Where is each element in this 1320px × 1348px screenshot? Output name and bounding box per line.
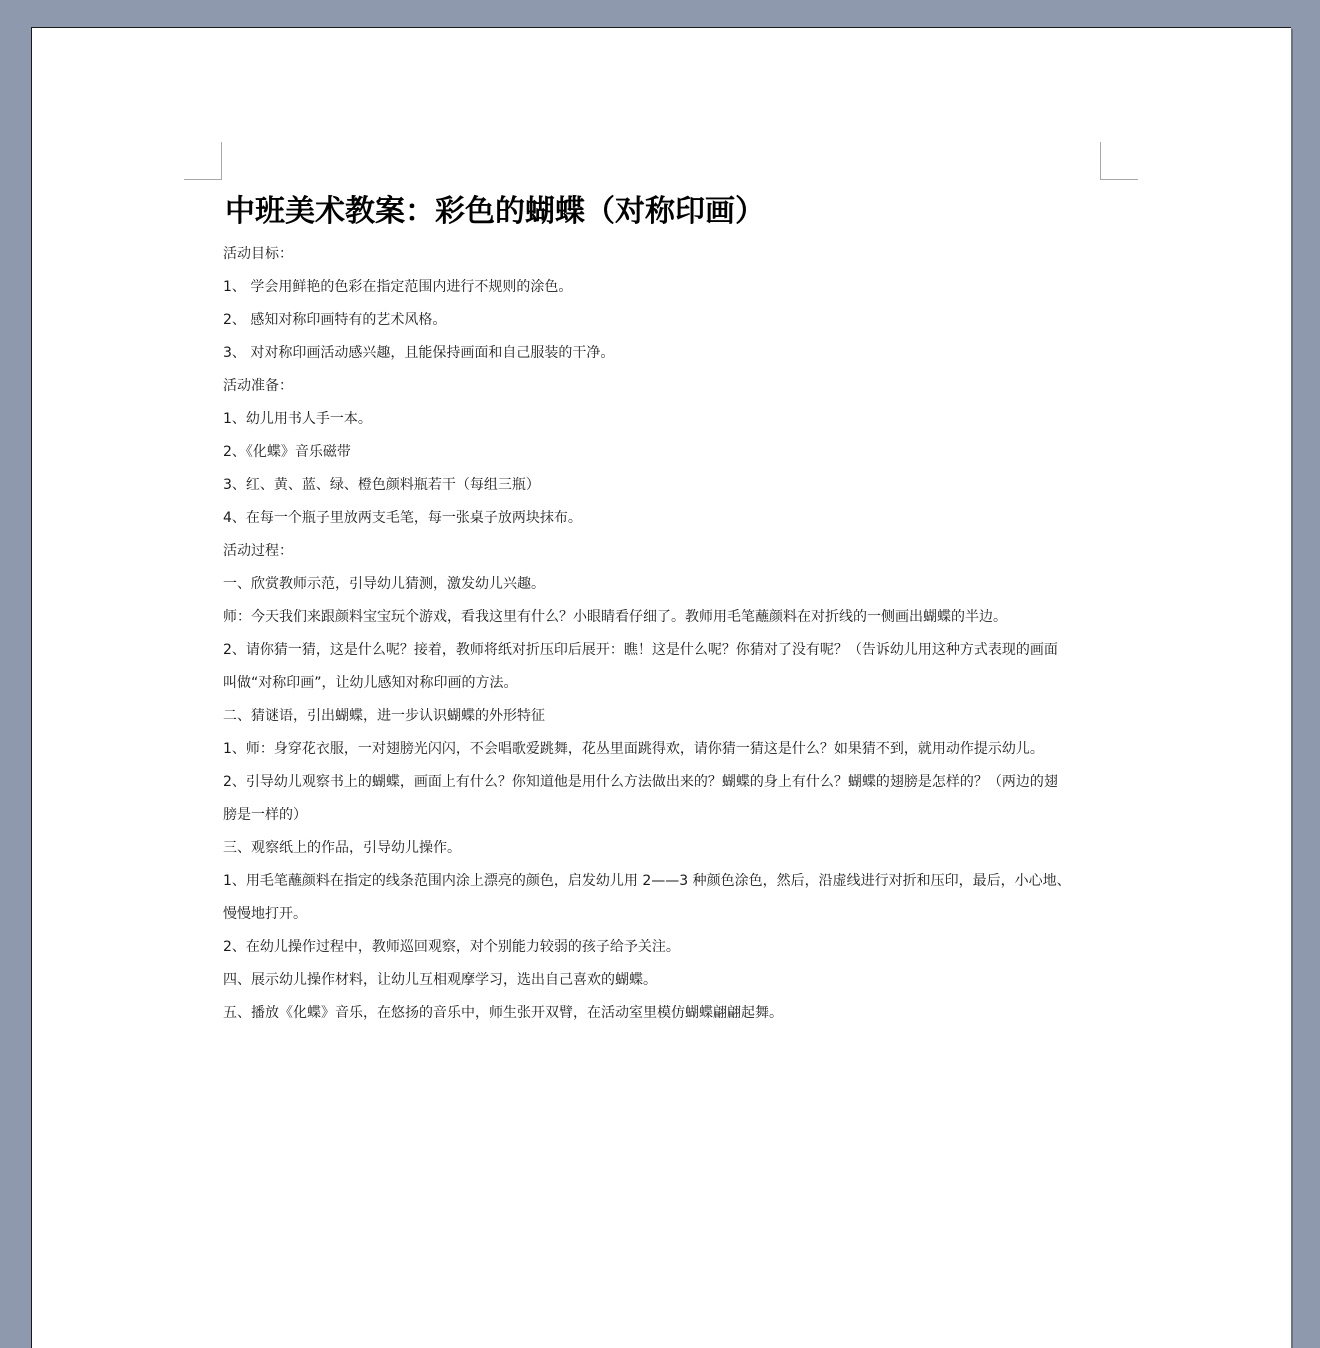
paragraph-line: 活动准备：: [223, 378, 293, 394]
paragraph-line: 师：今天我们来跟颜料宝宝玩个游戏，看我这里有什么？小眼睛看仔细了。教师用毛笔蘸颜料在对折线的一侧画出蝴蝶的半边。: [223, 609, 1007, 625]
paragraph-line: 四、展示幼儿操作材料，让幼儿互相观摩学习，选出自己喜欢的蝴蝶。: [223, 972, 657, 988]
paragraph-line: 2、《化蝶》音乐磁带: [223, 444, 351, 460]
paragraph-line: 2、在幼儿操作过程中，教师巡回观察，对个别能力较弱的孩子给予关注。: [223, 939, 680, 955]
document-title: 中班美术教案：彩色的蝴蝶（对称印画）: [225, 194, 765, 229]
paragraph-line: 2、请你猜一猜，这是什么呢？接着，教师将纸对折压印后展开：瞧！这是什么呢？你猜对了没有呢？（告诉幼儿用这种方式表现的画面: [223, 642, 1058, 658]
document-body[interactable]: [223, 192, 1113, 1030]
paragraph-line: 3、 对对称印画活动感兴趣，且能保持画面和自己服装的干净。: [223, 345, 615, 361]
margin-corner-mark-top-right: [1100, 142, 1138, 180]
paragraph-line: 二、猜谜语，引出蝴蝶，进一步认识蝴蝶的外形特征: [223, 708, 545, 724]
document-lines: [223, 238, 1113, 1030]
margin-corner-mark-top-left: [184, 142, 222, 180]
paragraph-line: 三、观察纸上的作品，引导幼儿操作。: [223, 840, 461, 856]
paragraph-line: 慢慢地打开。: [223, 906, 307, 922]
document-page: [31, 27, 1291, 1348]
paragraph-line: 3、红、黄、蓝、绿、橙色颜料瓶若干（每组三瓶）: [223, 477, 540, 493]
paragraph-line: 1、用毛笔蘸颜料在指定的线条范围内涂上漂亮的颜色，启发幼儿用 2——3 种颜色涂色，然后，沿虚线进行对折和压印，最后，小心地、: [223, 873, 1071, 889]
paragraph-line: 1、师：身穿花衣服，一对翅膀光闪闪，不会唱歌爱跳舞，花丛里面跳得欢，请你猜一猜这是什么？如果猜不到，就用动作提示幼儿。: [223, 741, 1044, 757]
paragraph-line: 2、 感知对称印画特有的艺术风格。: [223, 312, 447, 328]
paragraph-line: 1、 学会用鲜艳的色彩在指定范围内进行不规则的涂色。: [223, 279, 573, 295]
paragraph-line: 一、欣赏教师示范，引导幼儿猜测，激发幼儿兴趣。: [223, 576, 545, 592]
paragraph-line: 活动过程：: [223, 543, 293, 559]
paragraph-line: 膀是一样的）: [223, 807, 307, 823]
paragraph-line: 1、幼儿用书人手一本。: [223, 411, 372, 427]
paragraph-line: 活动目标：: [223, 246, 293, 262]
paragraph-line: 4、在每一个瓶子里放两支毛笔，每一张桌子放两块抹布。: [223, 510, 582, 526]
paragraph-line: 叫做“对称印画”，让幼儿感知对称印画的方法。: [223, 675, 518, 691]
paragraph-line: 五、播放《化蝶》音乐，在悠扬的音乐中，师生张开双臂，在活动室里模仿蝴蝶翩翩起舞。: [223, 1005, 783, 1021]
paragraph-line: 2、引导幼儿观察书上的蝴蝶，画面上有什么？你知道他是用什么方法做出来的？蝴蝶的身上有什么？蝴蝶的翅膀是怎样的？（两边的翅: [223, 774, 1058, 790]
